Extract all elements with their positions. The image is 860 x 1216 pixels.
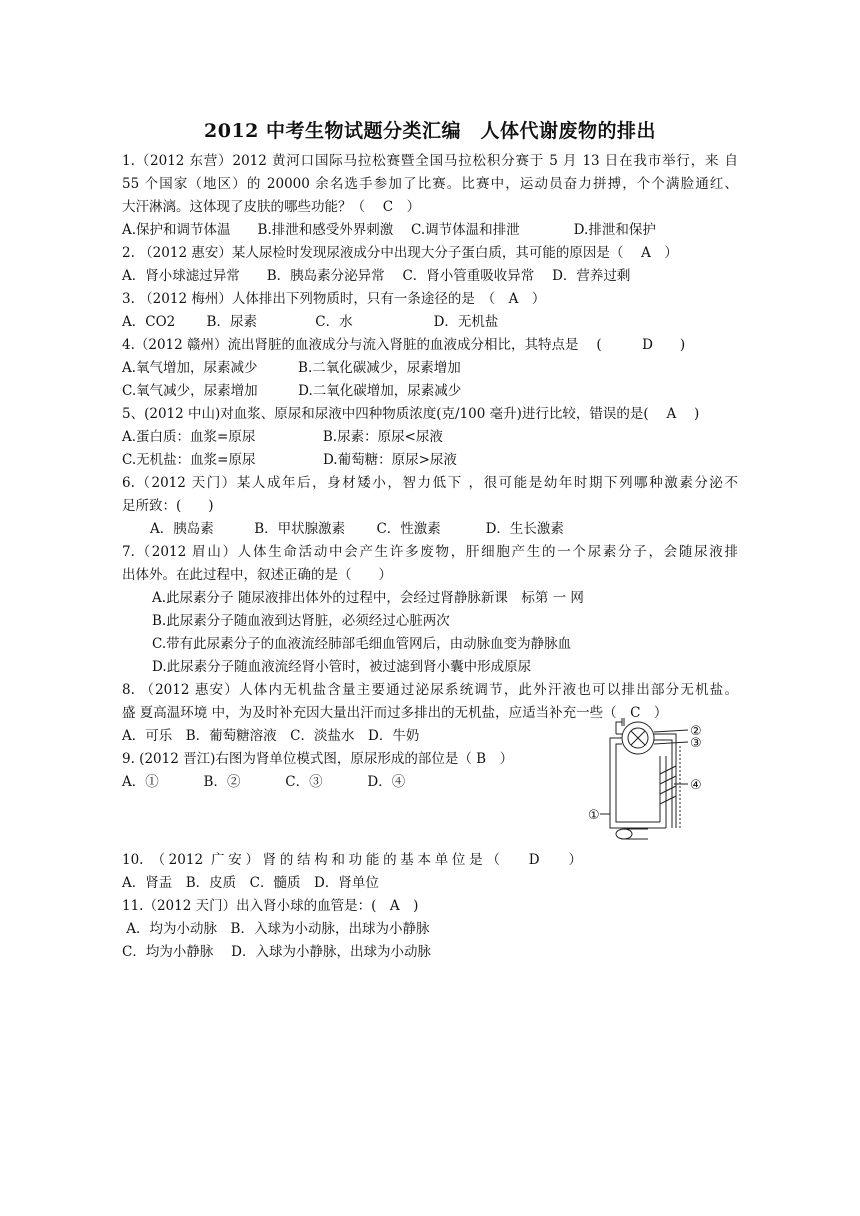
q7-option-c: C.带有此尿素分子的血液流经肺部毛细血管网后，由动脉血变为静脉血 (152, 636, 572, 652)
q1-line3: 大汗淋漓。这体现了皮肤的哪些功能？（ C ） (122, 199, 421, 215)
diagram-label-1: ① (588, 808, 600, 823)
q4-options-cd: C.氧气减少，尿素增加 D.二氧化碳增加，尿素减少 (122, 383, 462, 399)
diagram-label-2: ② (690, 724, 702, 739)
q5-options-cd: C.无机盐：血浆=原尿 D.葡萄糖：原尿>尿液 (122, 452, 457, 468)
q8-line2: 盛 夏高温环境 中，为及时补充因大量出汗而过多排出的无机盐，应适当补充一些（ C ） (122, 705, 668, 721)
q3-line: 3. （2012 梅州）人体排出下列物质时，只有一条途径的是 （ A ） (122, 291, 546, 307)
q7-option-b: B.此尿素分子随血液到达肾脏，必须经过心脏两次 (152, 613, 450, 629)
q7-option-a: A.此尿素分子 随尿液排出体外的过程中，会经过肾静脉新课 标第 一 网 (152, 590, 584, 606)
q1-line1: 1.（2012 东营）2012 黄河口国际马拉松赛暨全国马拉松积分赛于 5 月 13 日在我市举行，来 自 (122, 153, 738, 169)
q5-line: 5、(2012 中山)对血浆、原尿和尿液中四种物质浓度(克/100 毫升)进行比较，错误的是( A ) (122, 406, 700, 422)
q7-option-d: D.此尿素分子随血液流经肾小管时，被过滤到肾小囊中形成原尿 (152, 659, 532, 675)
q6-line1: 6.（2012 天门）某人成年后，身材矮小，智力低下 ，很可能是幼年时期下列哪种激素分泌不 (122, 475, 738, 491)
q11-options-cd: C．均为小静脉 D．入球为小静脉，出球为小动脉 (122, 944, 431, 960)
q10-options: A．肾盂 B．皮质 C．髓质 D．肾单位 (122, 875, 379, 891)
q8-line1: 8. （2012 惠安）人体内无机盐含量主要通过泌尿系统调节，此外汗液也可以排出部分无机盐。 (122, 682, 738, 698)
q10-line: 10. （2012 广安）肾的结构和功能的基本单位是（ D ） (122, 852, 582, 868)
q1-options: A.保护和调节体温 B.排泄和感受外界刺激 C.调节体温和排泄 D.排泄和保护 (122, 222, 656, 238)
q11-line: 11.（2012 天门）出入肾小球的血管是：( A ) (122, 898, 419, 914)
q5-options-ab: A.蛋白质：血浆=原尿 B.尿素：原尿<尿液 (122, 429, 443, 445)
q9-line: 9. (2012 晋江)右图为肾单位模式图，原尿形成的部位是（ B ） (122, 751, 514, 767)
q11-options-ab: A．均为小动脉 B．入球为小动脉，出球为小静脉 (122, 921, 430, 937)
diagram-label-3: ③ (690, 736, 702, 751)
q4-line: 4.（2012 赣州）流出肾脏的血液成分与流入肾脏的血液成分相比，其特点是 ( D ) (122, 337, 686, 353)
q9-options: A．① B．② C．③ D．④ (122, 774, 406, 790)
nephron-diagram (588, 716, 718, 844)
afferent-vessel (616, 722, 622, 734)
q8-options: A．可乐 B．葡萄糖溶液 C．淡盐水 D．牛奶 (122, 728, 420, 744)
diagram-label-4: ④ (690, 778, 702, 793)
q4-options-ab: A.氧气增加，尿素减少 B.二氧化碳减少，尿素增加 (122, 360, 461, 376)
page-title: 2012 中考生物试题分类汇编 人体代谢废物的排出 (204, 120, 656, 142)
q2-line: 2. （2012 惠安）某人尿检时发现尿液成分中出现大分子蛋白质，其可能的原因是（ A ） (122, 245, 678, 261)
q3-options: A．CO2 B．尿素 C．水 D．无机盐 (122, 314, 499, 330)
q6-line2: 足所致：( ) (122, 498, 214, 514)
q7-line2: 出体外。在此过程中，叙述正确的是（ ） (122, 567, 392, 583)
q6-options: A．胰岛素 B．甲状腺激素 C．性激素 D．生长激素 (150, 521, 564, 537)
q1-line2: 55 个国家（地区）的 20000 余名选手参加了比赛。比赛中，运动员奋力拼搏，个个满脸通红、 (122, 176, 738, 192)
q2-options: A．肾小球滤过异常 B．胰岛素分泌异常 C．肾小管重吸收异常 D．营养过剩 (122, 268, 631, 284)
q7-line1: 7.（2012 眉山）人体生命活动中会产生许多废物，肝细胞产生的一个尿素分子，会随尿液排 (122, 544, 738, 560)
